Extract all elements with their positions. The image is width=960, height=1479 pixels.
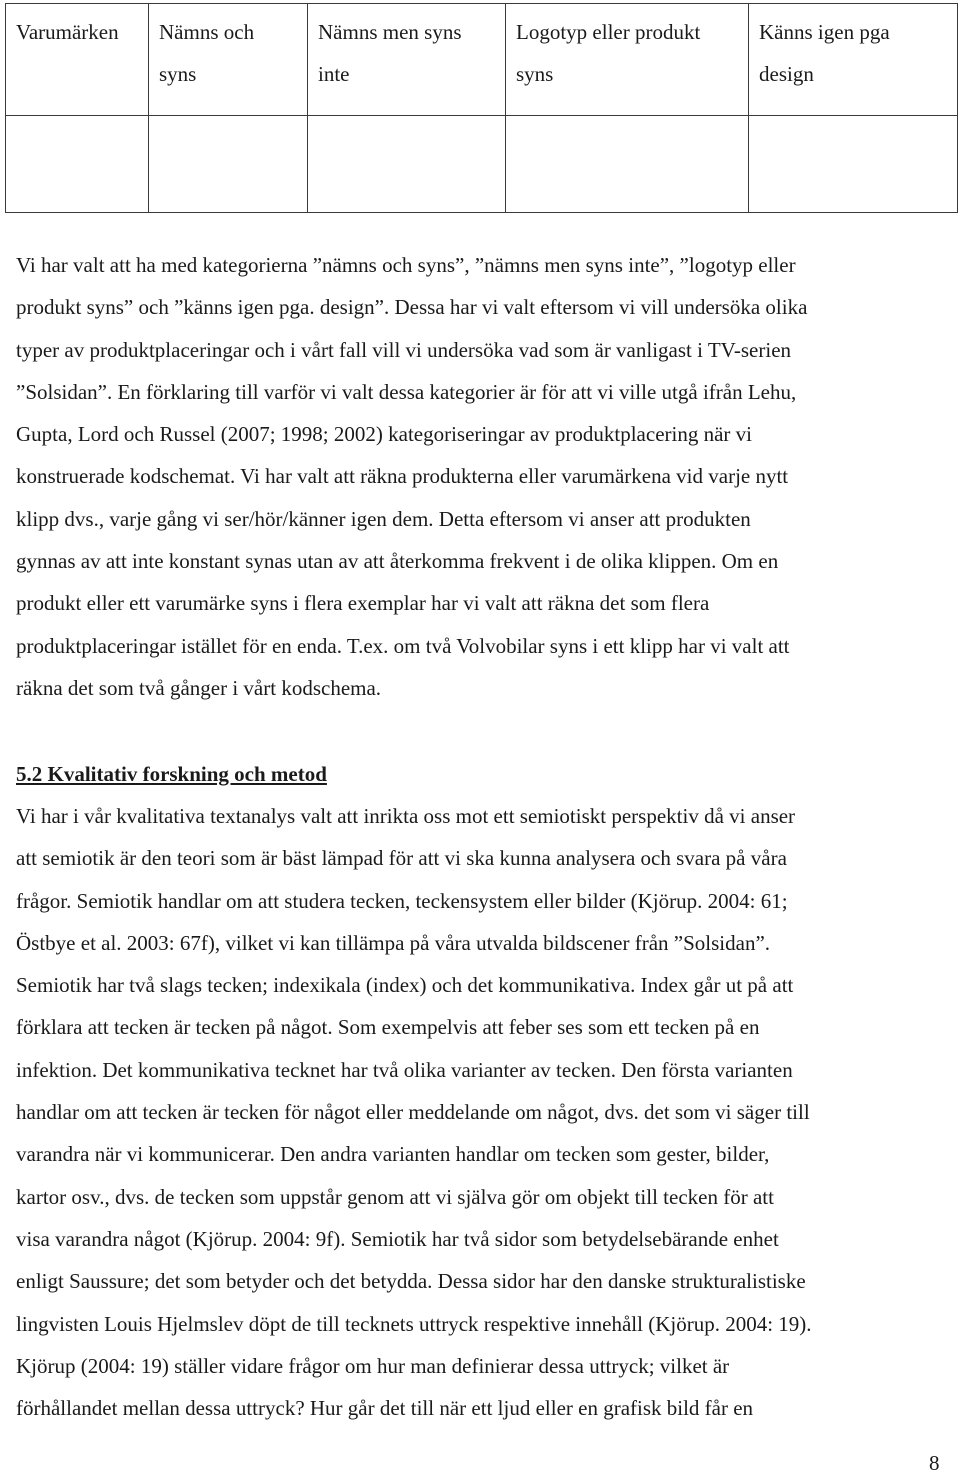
text-line: Vi har valt att ha med kategorierna ”nämns och syns”, ”nämns men syns inte”, ”logotyp eller — [16, 253, 796, 277]
text-line: visa varandra något (Kjörup. 2004: 9f). Semiotik har två sidor som betydelsebärande enhet — [16, 1226, 779, 1251]
text-line: frågor. Semiotik handlar om att studera tecken, teckensystem eller bilder (Kjörup. 2004: 61; — [16, 888, 788, 913]
text-line: Kjörup (2004: 19) ställer vidare frågor om hur man definierar dessa uttryck; vilket är — [16, 1353, 730, 1378]
text-line: enligt Saussure; det som betyder och det betydda. Dessa sidor har den danske strukturalistiske — [16, 1269, 806, 1294]
text-line: att semiotik är den teori som är bäst lämpad för att vi ska kunna analysera och svara på våra — [16, 846, 787, 871]
text-line: förklara att tecken är tecken på något. Som exempelvis att feber ses som ett tecken på en — [16, 1015, 760, 1040]
text-line: räkna det som två gånger i vårt kodschema. — [16, 675, 382, 700]
text-line: kartor osv., dvs. de tecken som uppstår genom att vi själva gör om objekt till tecken för att — [16, 1184, 774, 1209]
text-line: Östbye et al. 2003: 67f), vilket vi kan tillämpa på våra utvalda bildscener från ”Solsidan”. — [16, 930, 771, 955]
text-line: produkt syns” och ”känns igen pga. design”. Dessa har vi valt eftersom vi vill undersöka olika — [16, 295, 808, 320]
text-line: handlar om att tecken är tecken för något eller meddelande om något, dvs. det som vi säger till — [16, 1100, 810, 1125]
body-paragraph-2 — [16, 795, 946, 1429]
table-row — [6, 116, 958, 213]
table-header-cell: Logotyp eller produkt syns — [506, 4, 749, 116]
text-line: typer av produktplaceringar och i vårt fall vill vi undersöka vad som är vanligast i TV-serien — [16, 337, 792, 362]
table-cell — [308, 116, 506, 213]
table-header-cell: Nämns och syns — [149, 4, 308, 116]
text-line: infektion. Det kommunikativa tecknet har två olika varianter av tecken. Den första varianten — [16, 1057, 793, 1082]
text-line: ”Solsidan”. En förklaring till varför vi valt dessa kategorier är för att vi ville utgå ifrån Lehu, — [16, 379, 797, 404]
text-line: klipp dvs., varje gång vi ser/hör/känner igen dem. Detta eftersom vi anser att produkten — [16, 506, 751, 531]
text-line: lingvisten Louis Hjelmslev döpt de till tecknets uttryck respektive innehåll (Kjörup. 2004: 19). — [16, 1311, 812, 1336]
page-number: 8 — [929, 1451, 940, 1475]
text-line: produkt eller ett varumärke syns i flera exemplar har vi valt att räkna det som flera — [16, 591, 710, 616]
section-heading: 5.2 Kvalitativ forskning och metod — [16, 762, 327, 786]
table-cell — [149, 116, 308, 213]
table-cell — [749, 116, 958, 213]
table-header-row — [6, 4, 958, 116]
text-line: gynnas av att inte konstant synas utan av att återkomma frekvent i de olika klippen. Om en — [16, 549, 779, 574]
table-cell — [6, 116, 149, 213]
text-line: Gupta, Lord och Russel (2007; 1998; 2002) kategoriseringar av produktplacering när vi — [16, 422, 752, 447]
table-header-cell: Varumärken — [6, 4, 149, 116]
text-line: Semiotik har två slags tecken; indexikala (index) och det kommunikativa. Index går ut på att — [16, 973, 794, 998]
body-paragraph-1 — [16, 244, 946, 709]
text-line: förhållandet mellan dessa uttryck? Hur går det till när ett ljud eller en grafisk bild får en — [16, 1396, 754, 1421]
coding-scheme-table — [5, 3, 958, 213]
table-header-cell: Känns igen pga design — [749, 4, 958, 116]
text-line: konstruerade kodschemat. Vi har valt att räkna produkterna eller varumärkena vid varje nytt — [16, 464, 789, 489]
text-line: varandra när vi kommunicerar. Den andra varianten handlar om tecken som gester, bilder, — [16, 1142, 770, 1167]
table-cell — [506, 116, 749, 213]
text-line: produktplaceringar istället för en enda. T.ex. om två Volvobilar syns i ett klipp har vi valt att — [16, 633, 790, 658]
text-line: Vi har i vår kvalitativa textanalys valt att inrikta oss mot ett semiotiskt perspektiv då vi anser — [16, 804, 796, 828]
table-header-cell: Nämns men syns inte — [308, 4, 506, 116]
